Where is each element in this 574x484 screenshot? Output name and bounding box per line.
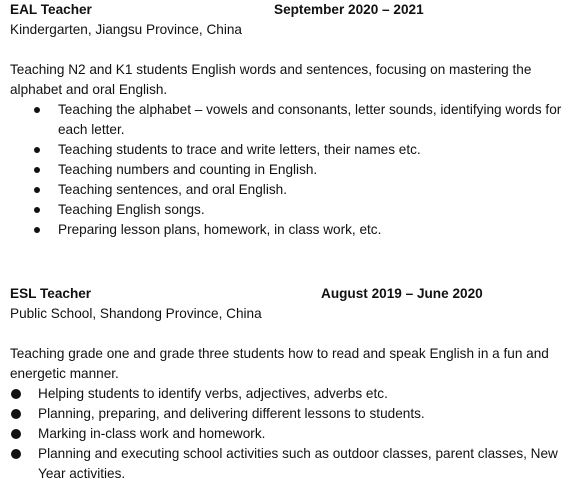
- job-title: EAL Teacher: [10, 2, 92, 17]
- bullet-icon: [11, 389, 21, 399]
- job-location: Public School, Shandong Province, China: [10, 306, 262, 321]
- list-item-text: Teaching sentences, and oral English.: [58, 182, 287, 197]
- bullet-icon: [11, 409, 21, 419]
- bullet-icon: [34, 147, 40, 153]
- bullet-icon: [11, 449, 21, 459]
- job-location: Kindergarten, Jiangsu Province, China: [10, 22, 242, 37]
- list-item: [10, 180, 568, 200]
- bullet-icon: [11, 429, 21, 439]
- bullet-icon: [34, 187, 40, 193]
- list-item-text: Teaching students to trace and write letters, their names etc.: [58, 142, 421, 157]
- entry-header: [10, 0, 568, 20]
- list-item: [10, 404, 568, 424]
- list-item-text: Marking in-class work and homework.: [38, 426, 266, 441]
- job-title: ESL Teacher: [10, 286, 92, 301]
- job-date: September 2020 – 2021: [274, 2, 424, 17]
- bullet-icon: [34, 227, 40, 233]
- job-date: August 2019 – June 2020: [321, 286, 483, 301]
- bullet-icon: [34, 207, 40, 213]
- list-item-text: Teaching numbers and counting in English.: [58, 162, 318, 177]
- list-item: [10, 200, 568, 220]
- list-item: [10, 160, 568, 180]
- list-item-text: Teaching the alphabet – vowels and consonants, letter sounds, identifying words for each letter.: [58, 102, 562, 137]
- list-item: [10, 220, 568, 240]
- list-item: [10, 424, 568, 444]
- list-item-text: Planning, preparing, and delivering different lessons to students.: [38, 406, 425, 421]
- list-item-text: Preparing lesson plans, homework, in class work, etc.: [58, 222, 382, 237]
- list-item: [10, 100, 568, 140]
- list-item-text: Planning and executing school activities such as outdoor classes, parent classes, New Year activities.: [38, 446, 558, 481]
- list-item-text: Teaching English songs.: [58, 202, 205, 217]
- experience-entry-esl: [10, 284, 568, 484]
- job-summary: Teaching N2 and K1 students English words and sentences, focusing on mastering the alphabet and oral English.: [10, 62, 532, 97]
- list-item: [10, 384, 568, 404]
- bullet-icon: [34, 167, 40, 173]
- list-item: [10, 140, 568, 160]
- experience-entry-eal: [10, 0, 568, 240]
- duties-list: [10, 100, 568, 240]
- list-item-text: Helping students to identify verbs, adjectives, adverbs etc.: [38, 386, 388, 401]
- duties-list: [10, 384, 568, 484]
- entry-header: [10, 284, 568, 304]
- bullet-icon: [34, 107, 40, 113]
- job-summary: Teaching grade one and grade three students how to read and speak English in a fun and energetic manner.: [10, 346, 549, 381]
- list-item: [10, 444, 568, 484]
